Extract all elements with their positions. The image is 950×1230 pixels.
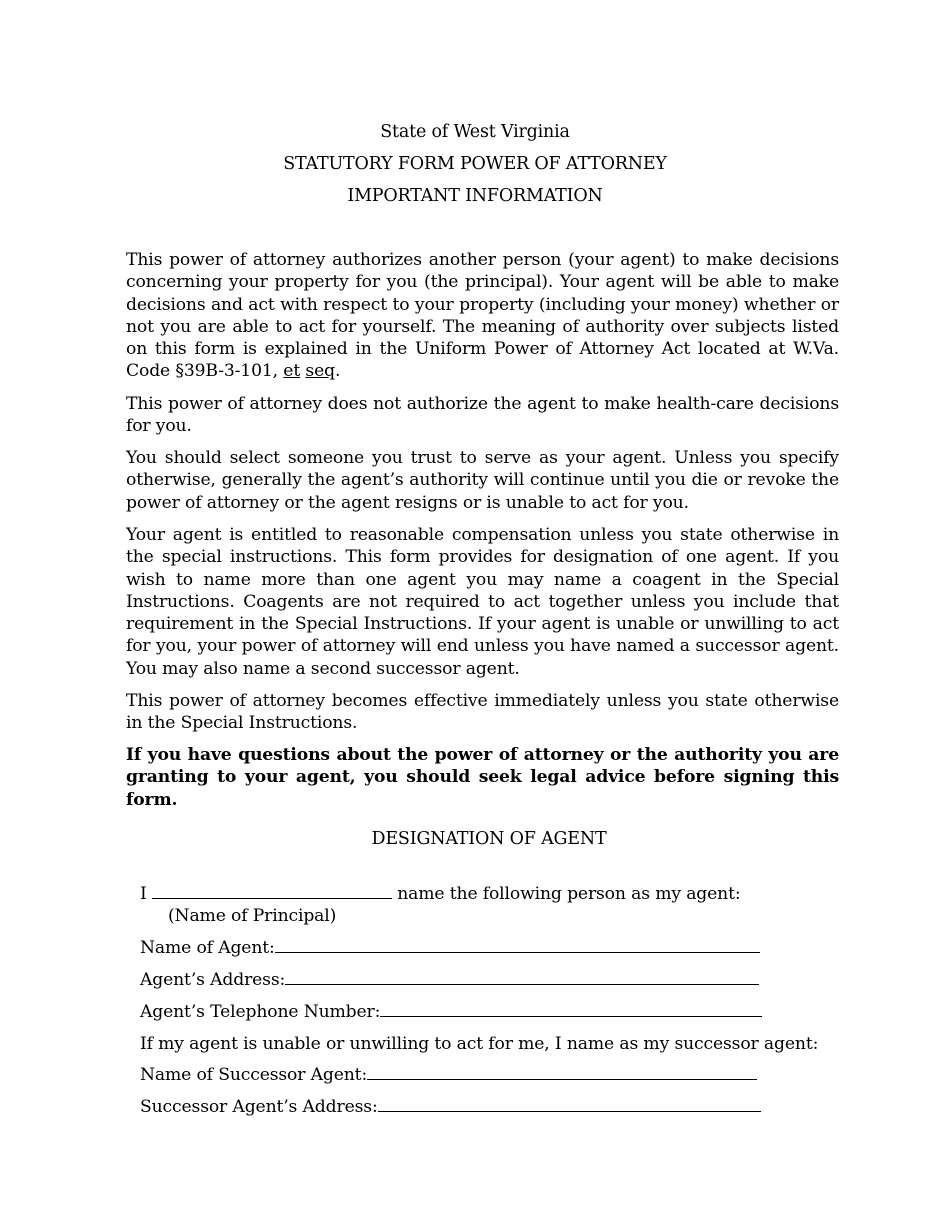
- form-title: STATUTORY FORM POWER OF ATTORNEY: [283, 154, 667, 174]
- successor-intro: If my agent is unable or unwilling to act for me, I name as my successor agent:: [140, 1034, 819, 1054]
- info-p2: This power of attorney does not authorize the agent to make health-care decisions for you.: [126, 394, 839, 437]
- info-paragraph-legal-advice: [126, 744, 839, 811]
- state-heading: State of West Virginia: [380, 122, 570, 142]
- info-p1-main: This power of attorney authorizes another person (your agent) to make decisions concerning your property for you (the principal). Your agent will be able to make decisions and act with respect to your property (including your money) whether or not you are able to act for yourself. The meaning of authority over subjects listed on this form is explained in the Uniform Power of Attorney Act located at W.Va. Code §39B-3-101,: [126, 250, 839, 382]
- successor-name-field[interactable]: [367, 1064, 757, 1080]
- info-paragraph-select-agent: [126, 447, 839, 514]
- principal-caption: (Name of Principal): [168, 906, 337, 926]
- info-p4: Your agent is entitled to reasonable compensation unless you state otherwise in the special instructions. This form provides for designation of one agent. If you wish to name more than one agent you may name a coagent in the Special Instructions. Coagents are not required to act together unless you include that requirement in the Special Instructions. If your agent is unable or unwilling to act for you, your power of attorney will end unless you have named a successor agent. You may also name a second successor agent.: [126, 525, 839, 679]
- agent-phone-label: Agent’s Telephone Number:: [140, 1002, 381, 1022]
- et-underlined: et: [283, 361, 301, 382]
- designation-of-agent-heading: DESIGNATION OF AGENT: [371, 829, 607, 849]
- agent-address-label: Agent’s Address:: [140, 970, 286, 990]
- successor-address-field[interactable]: [378, 1096, 761, 1112]
- agent-address-row: [140, 969, 759, 991]
- principal-suffix: name the following person as my agent:: [391, 884, 741, 904]
- info-paragraph-health-care: [126, 393, 839, 438]
- important-information-heading: IMPORTANT INFORMATION: [347, 186, 603, 206]
- seq-underlined: seq: [305, 361, 335, 382]
- successor-name-label: Name of Successor Agent:: [140, 1065, 368, 1085]
- info-paragraph-authorization: [126, 249, 839, 383]
- info-paragraph-effective: [126, 690, 839, 735]
- info-p6: If you have questions about the power of attorney or the authority you are granting to your agent, you should seek legal advice before signing this form.: [126, 745, 839, 810]
- agent-phone-field[interactable]: [380, 1001, 762, 1017]
- info-p3: You should select someone you trust to serve as your agent. Unless you specify otherwise, generally the agent’s authority will continue until you die or revoke the power of attorney or the agent resigns or is unable to act for you.: [126, 448, 839, 513]
- principal-name-field[interactable]: [152, 883, 392, 899]
- info-paragraph-compensation: [126, 524, 839, 680]
- agent-name-label: Name of Agent:: [140, 938, 275, 958]
- successor-address-row: [140, 1096, 761, 1118]
- principal-prefix: I: [140, 884, 152, 904]
- principal-name-row: [140, 883, 741, 905]
- successor-name-row: [140, 1064, 757, 1086]
- agent-phone-row: [140, 1001, 762, 1023]
- agent-name-field[interactable]: [275, 937, 760, 953]
- info-p5: This power of attorney becomes effective immediately unless you state otherwise in the Special Instructions.: [126, 691, 839, 734]
- agent-name-row: [140, 937, 760, 959]
- info-p1-end: .: [334, 361, 341, 382]
- successor-address-label: Successor Agent’s Address:: [140, 1097, 378, 1117]
- agent-address-field[interactable]: [285, 969, 759, 985]
